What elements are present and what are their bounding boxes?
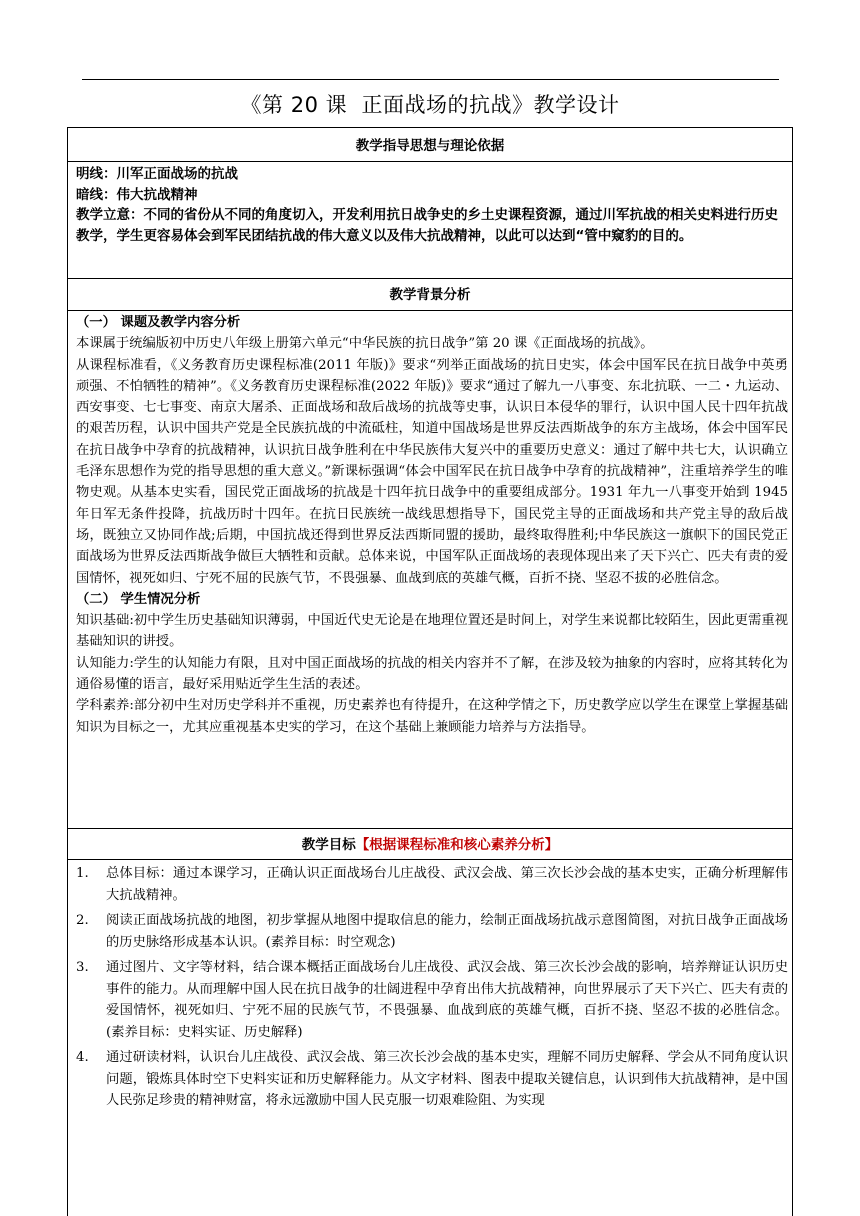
table-rule — [67, 859, 793, 860]
document-title: 《第 20 课 正面战场的抗战》教学设计 — [240, 93, 620, 117]
list-item — [76, 957, 788, 1043]
subsection-title-student-analysis: （二） 学生情况分析 — [76, 591, 201, 607]
paragraph: 认知能力:学生的认知能力有限，且对中国正面战场的抗战的相关内容并不了解，在涉及较为抽象的内容时，应将其转化为通俗易懂的语言，最好采用贴近学生生活的表述。 — [76, 655, 788, 693]
header-rule — [82, 79, 779, 80]
paragraph: 从课程标准看，《义务教育历史课程标准(2011 年版)》要求“列举正面战场的抗日史实，体会中国军民在抗日战争中英勇顽强、不怕牺牲的精神”。《义务教育历史课程标准(2022 年版)》要求“通过了解九一八事变、东北抗联、一二・九运动、西安事变、七七事变、南京大屠杀、正面战场和敌后战场的抗战等史事，认识日本侵华的罪行，认识中国人民十四年抗战的艰苦历程，认识中国共产党是全民族抗战的中流砥柱，知道中国战场是世界反法西斯战争的东方主战场，体会中国军民在抗日战争中孕育的抗战精神，认识抗日战争胜利在中华民族伟大复兴中的重要历史意义：通过了解中共七大，认识确立毛泽东思想作为党的指导思想的重大意义。”新课标强调“体会中国军民在抗日战争中孕育的抗战精神”，注重培养学生的唯物史观。从基本史实看，国民党正面战场的抗战是十四年抗日战争中的重要组成部分。1931 年九一八事变开始到 1945 年日军无条件投降，抗战历时十四年。在抗日民族统一战线思想指导下，国民党主导的正面战场和共产党主导的敌后战场，既独立又协同作战;后期，中国抗战还得到世界反法西斯同盟的援助，最终取得胜利;中华民族这一旗帜下的国民党正面战场为世界反法西斯战争做巨大牺牲和贡献。总体来说，中国军队正面战场的表现体现出来了天下兴亡、匹夫有责的爱国情怀，视死如归、宁死不屈的民族气节，不畏强暴、血战到底的英雄气概，百折不挠、坚忍不拔的必胜信念。 — [76, 357, 788, 586]
item-number: 2. — [76, 913, 89, 928]
guidance-content — [76, 164, 786, 246]
objectives-list — [76, 863, 788, 1116]
item-number: 1. — [76, 866, 89, 881]
objectives-heading-text: 教学目标 — [301, 837, 356, 853]
item-text: 阅读正面战场抗战的地图，初步掌握从地图中提取信息的能力，绘制正面战场抗战示意图简图，对抗日战争正面战场的历史脉络形成基本认识。(素养目标：时空观念) — [106, 913, 788, 950]
item-number: 3. — [76, 960, 89, 975]
background-content — [76, 312, 788, 738]
section-heading-objectives — [67, 835, 793, 855]
table-rule — [67, 161, 793, 162]
table-rule — [67, 310, 793, 311]
table-rule — [67, 278, 793, 279]
teaching-concept-line: 教学立意：不同的省份从不同的角度切入，开发利用抗日战争史的乡土史课程资源，通过川军抗战的相关史料进行历史教学，学生更容易体会到军民团结抗战的伟大意义以及伟大抗战精神，以此可以达到“管中窥豹的目的。 — [76, 207, 778, 244]
objectives-heading-note: 【根据课程标准和核心素养分析】 — [355, 837, 559, 853]
list-item — [76, 910, 788, 953]
item-text: 通过研读材料，认识台儿庄战役、武汉会战、第三次长沙会战的基本史实，理解不同历史解释、学会从不同角度认识问题，锻炼具体时空下史料实证和历史解释能力。从文字材料、图表中提取关键信息，认识到伟大抗战精神，是中国人民弥足珍贵的精神财富，将永远激励中国人民克服一切艰难险阻、为实现 — [106, 1050, 788, 1108]
subsection-title-content-analysis: （一） 课题及教学内容分析 — [76, 315, 241, 330]
section-heading-background: 教学背景分析 — [389, 287, 471, 303]
paragraph: 知识基础:初中学生历史基础知识薄弱，中国近代史无论是在地理位置还是时间上，对学生来说都比较陌生，因此更需重视基础知识的讲授。 — [76, 613, 788, 650]
list-item — [76, 1047, 788, 1112]
paragraph: 学科素养:部分初中生对历史学科并不重视，历史素养也有待提升，在这种学情之下，历史教学应以学生在课堂上掌握基础知识为目标之一，尤其应重视基本史实的学习，在这个基础上兼顾能力培养与方法指导。 — [76, 698, 788, 735]
main-thread-line: 明线：川军正面战场的抗战 — [76, 166, 238, 182]
section-heading-guidance: 教学指导思想与理论依据 — [355, 138, 505, 154]
item-number: 4. — [76, 1050, 89, 1065]
paragraph: 本课属于统编版初中历史八年级上册第六单元“中华民族的抗日战争”第 20 课《正面战场的抗战》。 — [76, 336, 654, 352]
table-rule — [67, 828, 793, 829]
hidden-thread-line: 暗线：伟大抗战精神 — [76, 186, 198, 203]
list-item — [76, 863, 788, 906]
item-text: 总体目标：通过本课学习，正确认识正面战场台儿庄战役、武汉会战、第三次长沙会战的基本史实，正确分析理解伟大抗战精神。 — [106, 866, 788, 903]
item-text: 通过图片、文字等材料，结合课本概括正面战场台儿庄战役、武汉会战、第三次长沙会战的影响，培养辩证认识历史事件的能力。从而理解中国人民在抗日战争的壮阔进程中孕育出伟大抗战精神，向世界展示了天下兴亡、匹夫有责的爱国情怀，视死如归、宁死不屈的民族气节，不畏强暴、血战到底的英雄气概，百折不挠、坚忍不拔的必胜信念。(素养目标：史料实证、历史解释) — [106, 960, 788, 1040]
